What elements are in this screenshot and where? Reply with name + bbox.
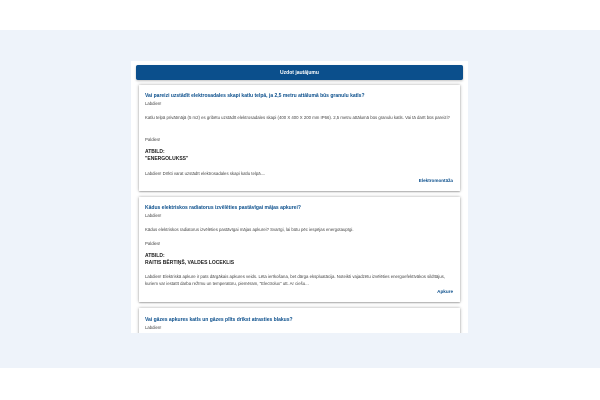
answer-excerpt: Labdien! Drīkti varat uzstādīt elektrosadales skapi katlu telpā.... (145, 171, 266, 176)
questions-panel (131, 61, 468, 333)
question-greeting: Labdien! (145, 325, 162, 330)
ask-question-button[interactable]: Uzdot jautājumu (136, 65, 463, 80)
question-card (139, 197, 460, 302)
question-greeting: Labdien! (145, 101, 162, 106)
question-body: Katlu telpā privātmājā (5 m2) es gribētu uzstādīt elektrosadales skapi (400 X 400 X 200 mm IP66). 2,5 metru attālumā būs granulu katls. Vai tā darīt būs pareizi? (145, 115, 450, 120)
question-greeting: Labdien! (145, 213, 162, 218)
question-thanks: Paldies! (145, 241, 161, 246)
answer-author: RAITIS BĒRTIŅŠ, VALDES LOCEKLIS (145, 260, 235, 266)
question-card (139, 85, 460, 191)
question-title-link[interactable]: Vai gāzes apkures katls un gāzes plīts drīkst atrasties blakus? (145, 317, 293, 323)
question-body: Kādus elektriskos radiatorus izvēlēties pastāvīgai mājas apkurei? Svarīgi, lai būtu pēc iespējas energotaupīgi. (145, 227, 354, 232)
answer-label: ATBILD: (145, 149, 165, 155)
question-title-link[interactable]: Kādus elektriskos radiatorus izvēlēties pastāvīgai mājas apkurei? (145, 205, 301, 211)
answer-label: ATBILD: (145, 253, 165, 259)
question-card (139, 308, 460, 333)
question-title-link[interactable]: Vai pareizi uzstādīt elektrosadales skapi katlu telpā, ja 2,5 metru attālumā būs granulu katls? (145, 93, 365, 99)
category-link[interactable]: Elektromontāža (418, 178, 453, 183)
question-thanks: Paldies! (145, 137, 161, 142)
category-link[interactable]: Apkure (437, 289, 453, 294)
answer-excerpt: Labdien! Elektriskā apkure ir pats dārgākais apkures veids. Lēta ierīkošana, bet dārga ekspluatācija. Noteikti vajadzētu izvēlēties energoefektīvākos sildītājus, kuriem var iestatīt darba režīmu un temperatūru, piemēram, "Electrolux" utt. Ar ciešu... (145, 274, 445, 286)
answer-author: "ENERGOLUKSS" (145, 156, 189, 162)
